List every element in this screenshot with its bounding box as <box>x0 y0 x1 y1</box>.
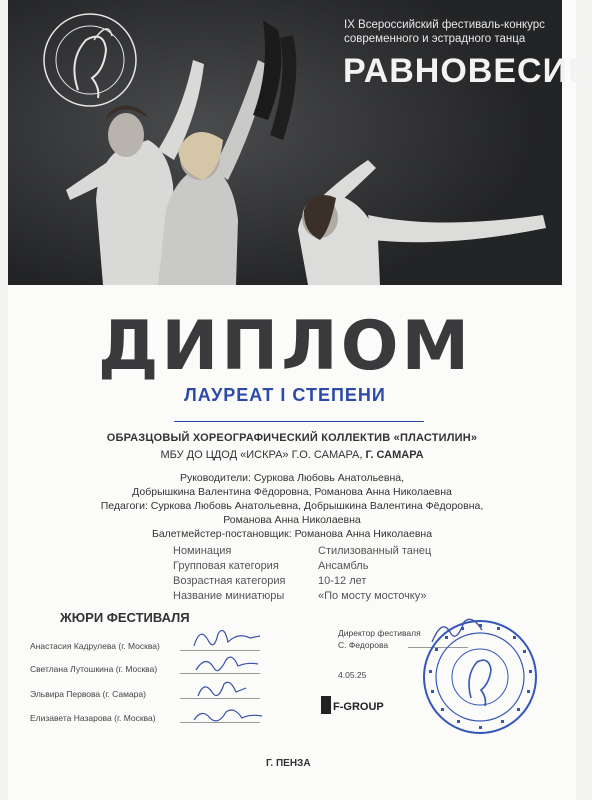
jury-member: Эльвира Первова (г. Самара) <box>30 689 146 699</box>
detail-label: Номинация <box>173 545 232 557</box>
f-group-logo <box>320 690 384 724</box>
detail-value: Ансамбль <box>318 560 369 572</box>
festival-subtitle-2: современного и эстрадного танца <box>344 33 526 45</box>
org-name: МБУ ДО ЦДОД «ИСКРА» Г.О. САМАРА, <box>160 449 366 461</box>
org-city: Г. САМАРА <box>365 449 424 461</box>
jury-signatures <box>188 622 268 740</box>
divider-line <box>174 421 424 422</box>
teachers-line-1: Педагоги: Суркова Любовь Анатольевна, Добрышкина Валентина Фёдоровна, <box>100 500 484 512</box>
detail-value: «По мосту мосточку» <box>318 590 427 602</box>
f-group-logo-mark <box>320 690 384 724</box>
jury-title: ЖЮРИ ФЕСТИВАЛЯ <box>60 610 190 625</box>
leaders-line-1: Руководители: Суркова Любовь Анатольевна, <box>179 472 405 484</box>
detail-label: Возрастная категория <box>173 575 286 587</box>
hero-photo <box>8 0 592 285</box>
detail-label: Групповая категория <box>173 560 279 572</box>
collective-org <box>8 449 576 461</box>
issue-date: 4.05.25 <box>338 670 367 680</box>
leaders-line-2: Добрышкина Валентина Фёдоровна, Романова Анна Николаевна <box>132 486 452 498</box>
f-group-logo-text: F-GROUP <box>333 701 384 713</box>
festival-subtitle-1: IX Всероссийский фестиваль-конкурс <box>344 19 545 31</box>
detail-label: Название миниатюры <box>173 590 285 602</box>
director-title: Директор фестиваля <box>338 628 421 638</box>
jury-member: Светлана Лутошкина (г. Москва) <box>30 664 158 674</box>
footer-city: Г. ПЕНЗА <box>266 758 311 769</box>
diploma-page <box>8 0 592 800</box>
jury-member: Елизавета Назарова (г. Москва) <box>30 713 156 723</box>
ballet-master: Балетмейстер-постановщик: Романова Анна Николаевна <box>151 528 433 540</box>
teachers-line-2: Романова Анна Николаевна <box>223 514 361 526</box>
festival-title: РАВНОВЕСИЕ <box>343 52 592 90</box>
seal-stamp <box>421 618 539 736</box>
diploma-title: ДИПЛОМ <box>97 307 473 386</box>
director-name: С. Федорова <box>338 640 389 650</box>
detail-value: Стилизованный танец <box>318 545 432 557</box>
detail-value: 10-12 лет <box>318 575 367 587</box>
laureate-degree: ЛАУРЕАТ I СТЕПЕНИ <box>184 385 386 405</box>
jury-member: Анастасия Кадрулева (г. Москва) <box>30 641 160 651</box>
official-seal <box>421 618 539 736</box>
collective-name: ОБРАЗЦОВЫЙ ХОРЕОГРАФИЧЕСКИЙ КОЛЛЕКТИВ «ПЛАСТИЛИН» <box>106 432 478 444</box>
